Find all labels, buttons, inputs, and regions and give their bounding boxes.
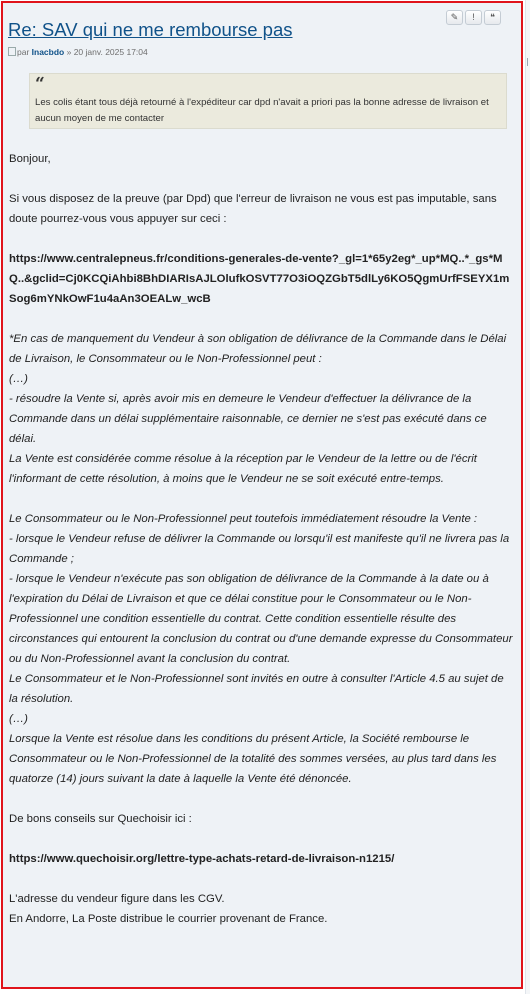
- meta-prefix: par: [17, 47, 32, 57]
- quote-icon[interactable]: ❝: [484, 10, 501, 25]
- cgv-line: - résoudre la Vente si, après avoir mis en demeure le Vendeur d'effectuer la délivrance de la Commande dans un délai supplémentaire raisonnable, ce dernier ne s'est pas exécuté dans ce délai.: [9, 393, 487, 445]
- post-icon: [8, 47, 16, 56]
- cgv-line: - lorsque le Vendeur refuse de délivrer la Commande ou lorsqu'il est manifeste qu'il ne livrera pas la Commande ;: [9, 533, 510, 565]
- quote-mark-icon: “: [35, 74, 45, 94]
- quote-text: Les colis étant tous déjà retourné à l'expéditeur car dpd n'avait a priori pas la bonne adresse de livraison et aucun moyen de me contacter: [35, 97, 489, 124]
- cgv-line: (…): [9, 713, 28, 725]
- intro-paragraph: Si vous disposez de la preuve (par Dpd) que l'erreur de livraison ne vous est pas imputable, sans doute pourrez-vous vous appuyer sur ceci :: [9, 193, 497, 225]
- cgv-line: La Vente est considérée comme résolue à la réception par le Vendeur de la lettre ou de l'écrit l'informant de cette résolution, à moins que le Vendeur ne se soit exécuté entre-temps.: [9, 453, 477, 485]
- post-date: 20 janv. 2025 17:04: [73, 47, 148, 57]
- cgv-line: - lorsque le Vendeur n'exécute pas son obligation de délivrance de la Commande à la date ou à l'expiration du Délai de Livraison et que ce délai constitue pour le Consommateur ou le Non-Professionnel une condition essentielle du contrat. Cette condition essentielle résulte des circonstances qui entourent la conclusion du contrat ou d'une demande expresse du Consommateur ou du Non-Professionnel avant la conclusion du contrat.: [9, 573, 513, 665]
- cgv-line: (…): [9, 373, 28, 385]
- quote-block: [29, 73, 507, 129]
- cgv-line: *En cas de manquement du Vendeur à son obligation de délivrance de la Commande dans le Délai de Livraison, le Consommateur ou le Non-Professionnel peut :: [9, 333, 507, 365]
- report-icon[interactable]: !: [465, 10, 482, 25]
- author-link[interactable]: Inacbdo: [31, 47, 65, 57]
- cgv-line: Lorsque la Vente est résolue dans les conditions du présent Article, la Société rembourse le Consommateur ou le Non-Professionnel de la totalité des sommes versées, au plus tard dans les quatorze (14) jours suivant la date à laquelle la Vente été dénoncée.: [9, 733, 497, 785]
- post-meta: [8, 47, 148, 57]
- greeting: Bonjour,: [9, 153, 51, 165]
- edit-icon[interactable]: ✎: [446, 10, 463, 25]
- post-actions: [446, 10, 501, 25]
- page-scroll-edge: [525, 0, 530, 994]
- post-body: [9, 149, 515, 929]
- cgv-line: Le Consommateur ou le Non-Professionnel peut toutefois immédiatement résoudre la Vente :: [9, 513, 478, 525]
- closing-line-2: En Andorre, La Poste distribue le courrier provenant de France.: [9, 913, 328, 925]
- closing-line-1: L'adresse du vendeur figure dans les CGV.: [9, 893, 225, 905]
- post-container: [1, 1, 523, 989]
- cgv-line: Le Consommateur et le Non-Professionnel sont invités en outre à consulter l'Article 4.5 au sujet de la résolution.: [9, 673, 504, 705]
- cgv-excerpt: [9, 329, 515, 789]
- quechoisir-link[interactable]: https://www.quechoisir.org/lettre-type-achats-retard-de-livraison-n1215/: [9, 853, 395, 865]
- post-title-link[interactable]: Re: SAV qui ne me rembourse pas: [8, 19, 293, 40]
- cgv-link[interactable]: https://www.centralepneus.fr/conditions-generales-de-vente?_gl=1*65y2eg*_up*MQ..*_gs*MQ..&gclid=Cj0KCQiAhbi8BhDIARIsAJLOlufkOSVT77O3iOQZGbT5dlLy6KO5QgmUrfFSEYX1mSog6mYNkOwF1u4aAn3OEALw_wcB: [9, 253, 510, 305]
- meta-separator: »: [64, 47, 74, 57]
- advice-text: De bons conseils sur Quechoisir ici :: [9, 813, 192, 825]
